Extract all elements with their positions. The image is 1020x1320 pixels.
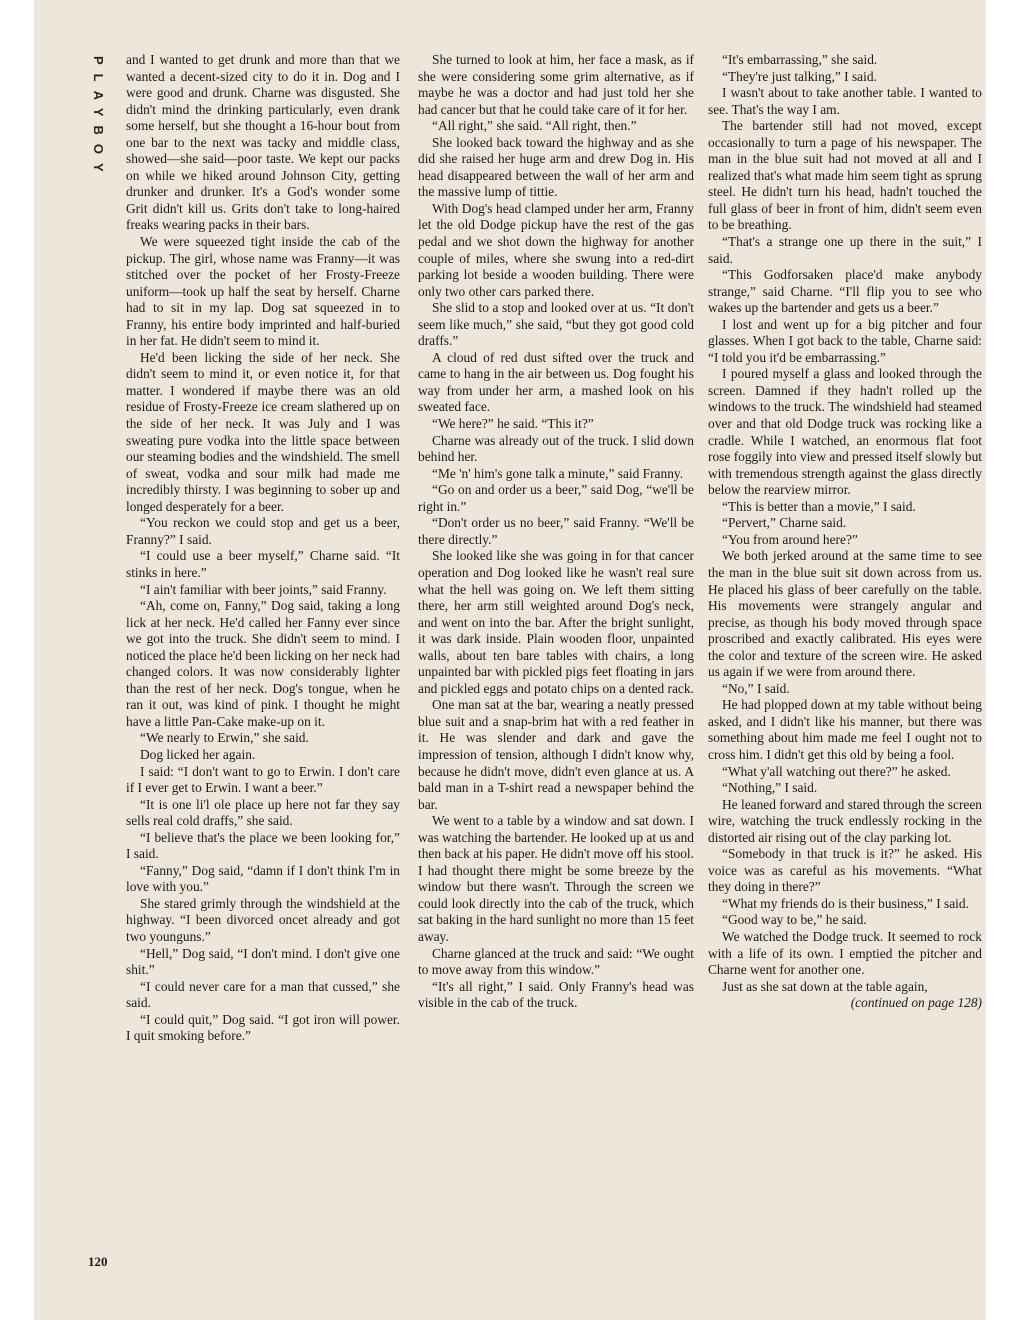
text-column-1 [126, 52, 400, 1045]
paragraph: She looked back toward the highway and as she did she raised her huge arm and drew Dog in. His head disappeared between the wall of her arm and the massive lump of tittie. [418, 134, 694, 200]
column-3-body [708, 52, 982, 995]
paragraph: One man sat at the bar, wearing a neatly pressed blue suit and a snap-brim hat with a red feather in it. He was slender and dark and gave the impression of tension, although I didn't know why, because he didn't move, didn't even glance at us. A bald man in a T-shirt read a newspaper behind the bar. [418, 697, 694, 812]
paragraph: “They're just talking,” I said. [722, 68, 877, 84]
paragraph: Dog licked her again. [140, 746, 256, 762]
paragraph: He had plopped down at my table without being asked, and I didn't like his manner, but there was something about him made me feel I ought not to cross him. I didn't get this old by being a fool. [708, 697, 982, 762]
paragraph: I poured myself a glass and looked through the screen. Damned if they hadn't rolled up the windows to the truck. The windshield had steamed over and that old Dodge truck was rocking like a cradle. While I watched, an enormous flat foot rose foggily into view and pressed itself slowly but with tremendous strength against the glass directly below the rearview mirror. [708, 366, 982, 498]
paragraph: “That's a strange one up there in the suit,” I said. [708, 234, 982, 266]
paragraph: We went to a table by a window and sat down. I was watching the bartender. He looked up at us and then back at his paper. He didn't move off his stool. I had thought there might be some breeze by the window but there wasn't. Through the screen we could look directly into the cab of the truck, which sat baking in the hard sunlight no more than 15 feet away. [418, 813, 694, 944]
paragraph: “I could use a beer myself,” Charne said. “It stinks in here.” [126, 548, 400, 580]
paragraph: “Good way to be,” he said. [722, 912, 867, 928]
paragraph: I said: “I don't want to go to Erwin. I don't care if I ever get to Erwin. I want a beer.” [126, 763, 400, 796]
paragraph: She turned to look at him, her face a mask, as if she were considering some grim alternative, as if maybe he was a doctor and had just told her she had cancer but that he could take care of it for her. [418, 52, 694, 117]
page-number: 120 [88, 1254, 108, 1269]
paragraph: “Me 'n' him's gone talk a minute,” said Franny. [432, 465, 684, 481]
paragraph: “It's all right,” I said. Only Franny's head was visible in the cab of the truck. [418, 978, 694, 1011]
paragraph: “I believe that's the place we been looking for,” I said. [126, 829, 400, 862]
paragraph: “Pervert,” Charne said. [722, 515, 847, 531]
paragraph: We watched the Dodge truck. It seemed to rock with a life of its own. I emptied the pitcher and Charne went for another one. [708, 928, 982, 978]
paragraph: Just as she sat down at the table again, [722, 978, 928, 994]
paragraph: “All right,” she said. “All right, then.” [432, 118, 637, 134]
paragraph: and I wanted to get drunk and more than that we wanted a decent-sized city to do it in. Dog and I were good and drunk. Charne was disgusted. She didn't mind the drinking particularly, even drank some herself, but she thought a 16-hour bout from one bar to the next was tacky and middle class, showed—she said—poor taste. We kept our packs on while we hiked around Johnson City, getting drunker and drunker. It's a God's wonder some Grit didn't kill us. Grits don't take to long-haired freaks wearing packs in their bars. [126, 52, 400, 233]
paragraph: “We nearly to Erwin,” she said. [140, 730, 309, 746]
paragraph: “Go on and order us a beer,” said Dog, “we'll be right in.” [418, 482, 694, 514]
paragraph: She looked like she was going in for that cancer operation and Dog looked like he wasn't real sure what the hell was going on. We left them sitting there, her arm still weighted around Dog's neck, and went on into the bar. After the bright sunlight, it was dark inside. Plain wooden floor, unpainted walls, about ten bare tables with chairs, a long unpainted bar with pickled pigs feet floating in jars and pickled eggs and potato chips on a dented rack. [418, 548, 694, 696]
paragraph: He leaned forward and stared through the screen wire, watching the truck endlessly rocking in the distorted air rising out of the clay parking lot. [708, 796, 982, 845]
text-column-2 [418, 52, 694, 1012]
magazine-page [34, 0, 986, 1320]
paragraph: “You reckon we could stop and get us a beer, Franny?” I said. [126, 515, 400, 547]
paragraph: A cloud of red dust sifted over the truck and came to hang in the air between us. Dog fought his way from under her arm, a mashed look on his sweated face. [418, 349, 694, 415]
paragraph: “You from around here?” [722, 531, 858, 547]
paragraph: “Somebody in that truck is it?” he asked. His voice was as careful as his movements. “What they doing in there?” [708, 846, 982, 895]
paragraph: Charne glanced at the truck and said: “We ought to move away from this window.” [418, 945, 694, 978]
paragraph: “This is better than a movie,” I said. [722, 498, 916, 514]
paragraph: “Fanny,” Dog said, “damn if I don't think I'm in love with you.” [126, 862, 400, 895]
paragraph: She stared grimly through the windshield at the highway. “I been divorced oncet already and got two younguns.” [126, 895, 400, 944]
paragraph: We were squeezed tight inside the cab of the pickup. The girl, whose name was Franny—it was stitched over the pocket of her Frosty-Freeze uniform—took up half the seat by herself. Charne had to sit in my lap. Dog sat squeezed in to Franny, his entire body imprinted and half-buried in her fat. He didn't seem to mind it. [126, 234, 400, 349]
paragraph: We both jerked around at the same time to see the man in the blue suit sit down across from us. He placed his glass of beer carefully on the table. His movements were strangely angular and precise, as though his body moved through space proscribed and exactly calibrated. His eyes were the color and texture of the screen wire. He asked us again if we were from around there. [708, 548, 982, 680]
paragraph: “What y'all watching out there?” he asked. [722, 763, 951, 779]
paragraph: “Hell,” Dog said, “I don't mind. I don't give one shit.” [126, 945, 400, 978]
paragraph: He'd been licking the side of her neck. She didn't seem to mind it, or even notice it, for that matter. I wondered if maybe there was an old residue of Frosty-Freeze ice cream slathered up on the side of her neck. It was July and I was sweating pure vodka into the little space between our steaming bodies and the windshield. The smell of sweat, vodka and sour milk had made me incredibly thirsty. I was beginning to sober up and longed desperately for a beer. [126, 349, 400, 514]
paragraph: She slid to a stop and looked over at us. “It don't seem like much,” she said, “but they got good cold draffs.” [418, 300, 694, 349]
continuation-note: (continued on page 128) [850, 995, 982, 1011]
paragraph: “What my friends do is their business,” I said. [722, 895, 969, 911]
paragraph: “No,” I said. [722, 680, 790, 696]
paragraph: “I could quit,” Dog said. “I got iron will power. I quit smoking before.” [126, 1011, 400, 1044]
paragraph: “It's embarrassing,” she said. [722, 52, 878, 67]
paragraph: “We here?” he said. “This it?” [432, 416, 594, 432]
paragraph: “Ah, come on, Fanny,” Dog said, taking a long lick at her neck. He'd called her Fanny ever since we got into the truck. She didn't seem to mind. I noticed the place he'd been licking on her neck had changed colors. It was now considerably lighter than the rest of her neck. Dog's tongue, when he ran it out, was kind of pink. I thought he might have a little Pan-Cake make-up on it. [126, 598, 400, 729]
text-column-3 [708, 52, 982, 1012]
paragraph: “I ain't familiar with beer joints,” said Franny. [140, 581, 387, 597]
paragraph: “This Godforsaken place'd make anybody strange,” said Charne. “I'll flip you to see who wakes up the bartender and gets us a beer.” [708, 267, 982, 316]
paragraph: Charne was already out of the truck. I slid down behind her. [418, 432, 694, 465]
paragraph: The bartender still had not moved, except occasionally to turn a page of his newspaper. The man in the blue suit had not moved at all and I realized that's what made him seem tight as sprung steel. He didn't turn his head, hadn't touched the full glass of beer in front of him, didn't seem even to be breathing. [708, 118, 982, 233]
paragraph: “It is one li'l ole place up here not far they say sells real cold draffs,” she said. [126, 796, 400, 829]
paragraph: “I could never care for a man that cussed,” she said. [126, 978, 400, 1011]
paragraph: I wasn't about to take another table. I wanted to see. That's the way I am. [708, 85, 982, 117]
paragraph: I lost and went up for a big pitcher and four glasses. When I got back to the table, Charne said: “I told you it'd be embarrassing.” [708, 316, 982, 365]
paragraph: With Dog's head clamped under her arm, Franny let the old Dodge pickup have the rest of the gas pedal and we shot down the highway for another couple of miles, where she swung into a red-dirt parking lot beside a wooden building. There were only two other cars parked there. [418, 200, 694, 299]
paragraph: “Nothing,” I said. [722, 780, 818, 796]
running-header: PLAYBOY [91, 56, 106, 181]
paragraph: “Don't order us no beer,” said Franny. “We'll be there directly.” [418, 515, 694, 547]
